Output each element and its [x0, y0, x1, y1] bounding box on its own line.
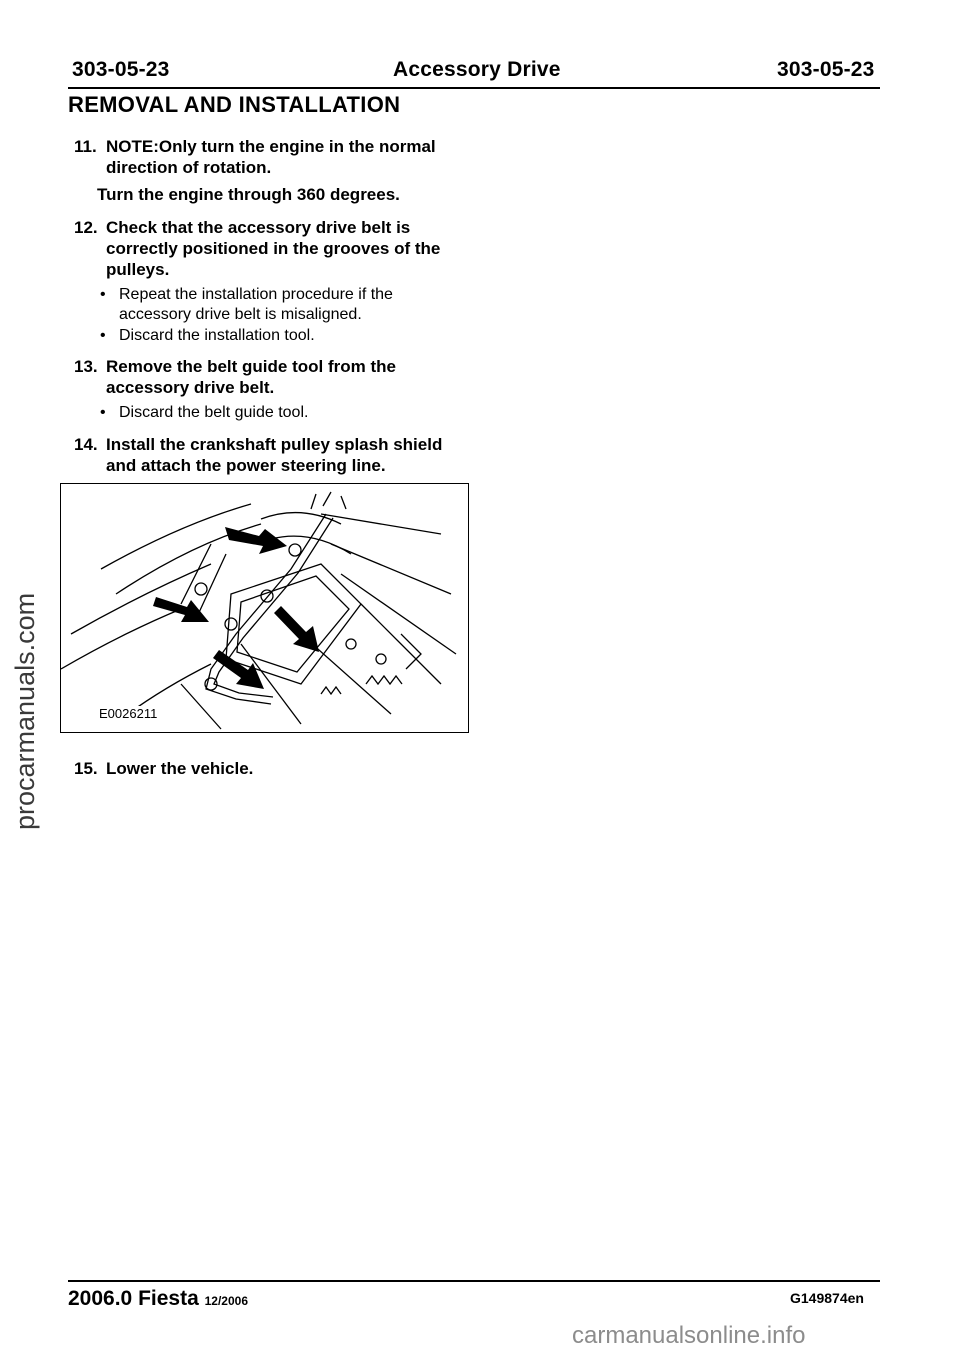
list-item-text: Discard the installation tool.: [119, 327, 315, 344]
installation-figure: [60, 483, 469, 733]
bullet-marker: •: [100, 404, 106, 421]
step-11: [74, 136, 494, 178]
step-text: Check that the accessory drive belt is correctly positioned in the grooves of the pulleys.: [106, 218, 441, 279]
step-number: 14.: [74, 435, 98, 454]
side-watermark: procarmanuals.com: [10, 592, 40, 830]
step-text: Install the crankshaft pulley splash shield and attach the power steering line.: [106, 435, 443, 475]
header-rule: [68, 87, 880, 89]
list-item: [100, 403, 480, 423]
step-12: [74, 217, 494, 280]
footer-model: [68, 1287, 248, 1311]
list-item: [100, 285, 480, 325]
footer-date: 12/2006: [204, 1294, 248, 1308]
footer-rule: [68, 1280, 880, 1282]
footer-model-name: 2006.0 Fiesta: [68, 1287, 199, 1310]
list-item-text: Discard the belt guide tool.: [119, 404, 309, 421]
list-item-text: Repeat the installation procedure if the accessory drive belt is misaligned.: [119, 286, 393, 323]
step-11-subtext: Turn the engine through 360 degrees.: [97, 185, 400, 204]
list-item: [100, 326, 480, 346]
section-title: REMOVAL AND INSTALLATION: [68, 92, 401, 117]
step-15: [74, 758, 494, 779]
step-13: [74, 356, 494, 398]
bottom-watermark: carmanualsonline.info: [572, 1322, 806, 1349]
engine-line-illustration: [61, 484, 469, 733]
page-number-right: 303-05-23: [777, 58, 875, 81]
footer-code: G149874en: [790, 1290, 864, 1306]
figure-id: E0026211: [99, 706, 158, 721]
step-number: 11.: [74, 137, 97, 156]
step-number: 13.: [74, 357, 98, 376]
step-number: 12.: [74, 218, 98, 237]
bullet-marker: •: [100, 286, 106, 303]
chapter-title: Accessory Drive: [393, 58, 561, 81]
bullet-marker: •: [100, 327, 106, 344]
step-number: 15.: [74, 759, 98, 778]
page-number-left: 303-05-23: [72, 58, 170, 81]
step-text: NOTE:Only turn the engine in the normal direction of rotation.: [106, 137, 436, 177]
step-text: Lower the vehicle.: [106, 759, 254, 778]
step-14: [74, 434, 494, 476]
step-text: Remove the belt guide tool from the accessory drive belt.: [106, 357, 396, 397]
